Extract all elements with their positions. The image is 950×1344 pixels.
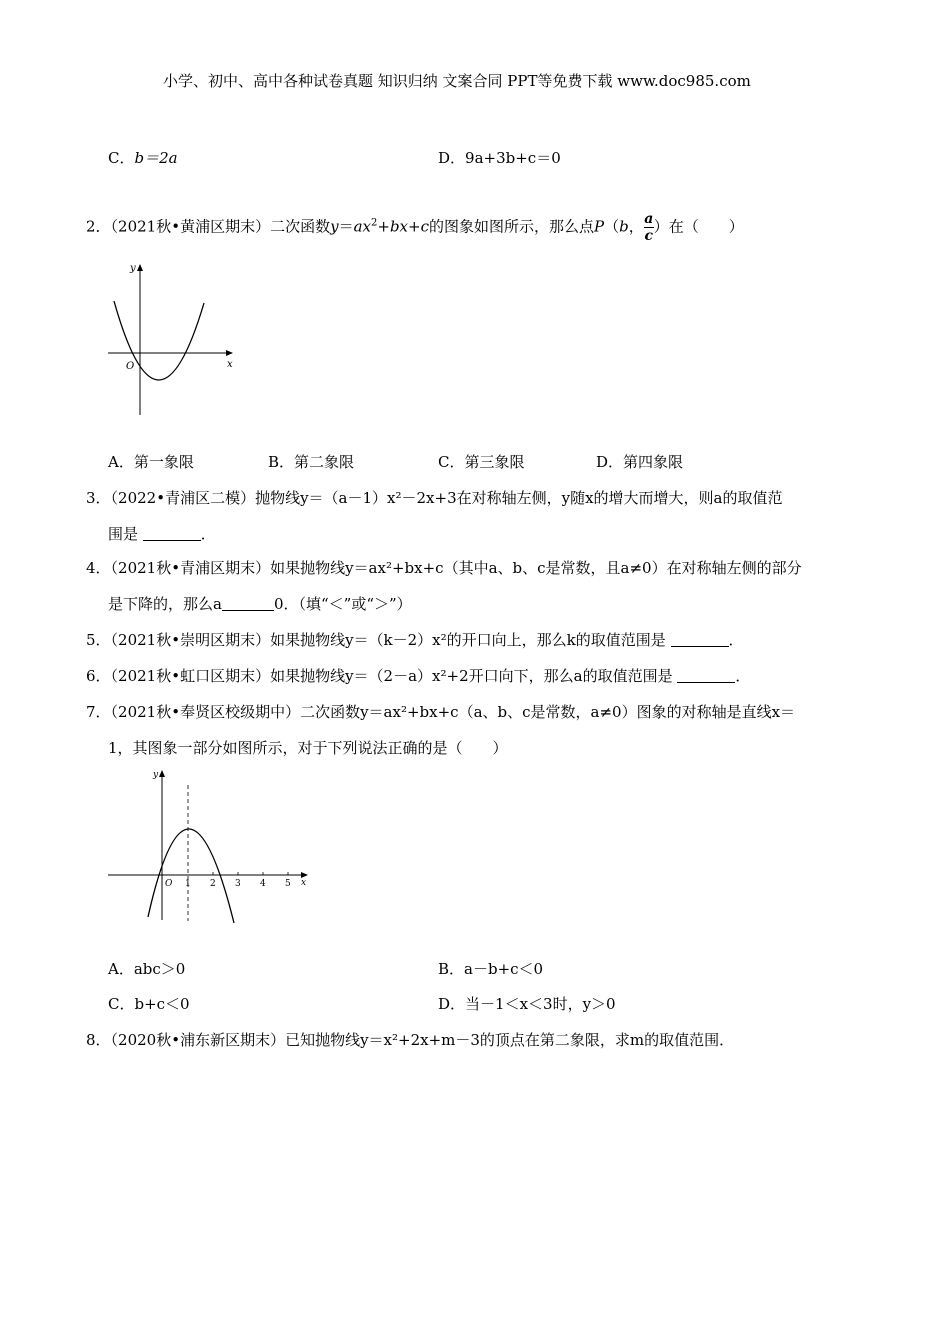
q1-option-d-text: 9a+3b+c＝0	[465, 149, 561, 167]
q2-origin-label: O	[126, 361, 135, 372]
q7-source: （2021秋•奉贤区校级期中）	[110, 703, 301, 721]
q8-stem	[86, 1030, 734, 1050]
q2-option-c: C．第三象限	[438, 453, 525, 471]
q7-tick-4: 4	[260, 879, 266, 889]
q1-option-c-label: C．	[108, 149, 135, 167]
q4-line2	[108, 594, 412, 614]
q3-line1	[86, 488, 783, 508]
q2-option-b: B．第二象限	[268, 453, 355, 471]
q7-option-a	[108, 958, 185, 979]
q4-text-line2-post: 0．（填“＜”或“＞”）	[273, 595, 412, 613]
q2-number: 2．	[86, 217, 111, 236]
q5-number: 5．	[86, 631, 111, 649]
q4-text-line1: 如果抛物线y＝ax²+bx+c（其中a、b、c是常数，且a≠0）在对称轴左侧的部分	[270, 559, 802, 577]
q2-tail: ）在（ ）	[653, 217, 744, 236]
q7-option-c-label: C．	[108, 995, 135, 1013]
q7-text-line1: 二次函数y＝ax²+bx+c（a、b、c是常数，a≠0）图象的对称轴是直线x＝	[300, 703, 796, 721]
q3-text-line2: 围是	[108, 525, 139, 543]
q7-x-label: x	[301, 878, 307, 888]
q7-option-d	[438, 993, 616, 1014]
q1-option-c	[108, 147, 178, 168]
q7-parabola	[148, 829, 234, 923]
q4-line1	[86, 558, 802, 578]
q2-stem-post: 的图象如图所示，那么点	[429, 217, 595, 236]
q4-text-line2-pre: 是下降的，那么a	[108, 595, 222, 613]
q6-answer-blank[interactable]	[677, 668, 735, 683]
q7-option-d-text: 当－1＜x＜3时，y＞0	[465, 995, 616, 1013]
q2-point: P	[594, 217, 605, 236]
q3-number: 3．	[86, 489, 111, 507]
q4-number: 4．	[86, 559, 111, 577]
q6-end: ．	[735, 667, 751, 685]
q2-source: （2021秋•黄浦区期末）	[110, 217, 271, 236]
q4-answer-blank[interactable]	[222, 596, 274, 611]
q2-x-label: x	[227, 359, 233, 370]
q5-text: 如果抛物线y＝（k－2）x²的开口向上，那么k的取值范围是	[270, 631, 666, 649]
q2-frac-num: a	[644, 211, 654, 227]
q7-option-b	[438, 958, 543, 979]
q2-option-d: D．第四象限	[596, 453, 684, 471]
q3-line2	[108, 524, 216, 544]
q7-line1	[86, 702, 795, 722]
q2-fraction	[644, 211, 654, 244]
q6-stem	[86, 666, 750, 686]
q2-option-a: A．第一象限	[108, 453, 194, 471]
q3-end: ．	[200, 525, 216, 543]
q7-tick-2: 2	[210, 879, 216, 889]
q8-source: （2020秋•浦东新区期末）	[110, 1031, 286, 1049]
q7-option-b-label: B．	[438, 960, 465, 978]
q3-source: （2022•青浦区二模）	[110, 489, 256, 507]
q7-tick-5: 5	[285, 879, 291, 889]
q8-text: 已知抛物线y＝x²+2x+m－3的顶点在第二象限，求m的取值范围．	[285, 1031, 735, 1049]
q7-option-a-label: A．	[108, 960, 134, 978]
q2-stem: 2．（2021秋•黄浦区期末）二次函数$y=ax^2+bx+c$的图象如图所示，那么点P（b， $\frac{a}{c}$ ）在（ ）	[86, 211, 744, 244]
q7-option-c-text: b+c＜0	[134, 995, 190, 1013]
q4-source: （2021秋•青浦区期末）	[110, 559, 271, 577]
q3-answer-blank[interactable]	[143, 526, 201, 541]
q7-graph	[100, 765, 315, 925]
q7-origin-label: O	[165, 879, 173, 889]
q1-option-d	[438, 147, 561, 168]
q7-option-d-label: D．	[438, 995, 466, 1013]
q7-option-a-text: abc＞0	[133, 960, 186, 978]
q1-option-d-label: D．	[438, 149, 466, 167]
q2-y-label: y	[130, 263, 136, 274]
q1-option-c-text: b＝2a	[134, 149, 178, 167]
q5-stem	[86, 630, 744, 650]
q6-number: 6．	[86, 667, 111, 685]
q2-stem-pre: 二次函数	[270, 217, 331, 236]
q5-end: ．	[728, 631, 744, 649]
q7-line2: 1，其图象一部分如图所示，对于下列说法正确的是（ ）	[108, 739, 508, 757]
q3-text-line1: 抛物线y＝（a－1）x²－2x+3在对称轴左侧，y随x的增大而增大，则a的取值范	[255, 489, 783, 507]
q6-text: 如果抛物线y＝（2－a）x²+2开口向下，那么a的取值范围是	[270, 667, 673, 685]
q7-tick-1: 1	[185, 879, 191, 889]
q5-answer-blank[interactable]	[671, 632, 729, 647]
q5-source: （2021秋•崇明区期末）	[110, 631, 271, 649]
q2-frac-den: c	[644, 228, 654, 244]
q7-option-b-text: a－b+c＜0	[464, 960, 544, 978]
q7-y-label: y	[153, 770, 159, 780]
q2-graph	[100, 255, 250, 425]
q8-number: 8．	[86, 1031, 111, 1049]
q7-tick-3: 3	[235, 879, 241, 889]
q7-number: 7．	[86, 703, 111, 721]
q6-source: （2021秋•虹口区期末）	[110, 667, 271, 685]
page-header: 小学、初中、高中各种试卷真题 知识归纳 文案合同 PPT等免费下载 www.doc985.com	[163, 72, 751, 90]
q7-option-c	[108, 993, 190, 1014]
